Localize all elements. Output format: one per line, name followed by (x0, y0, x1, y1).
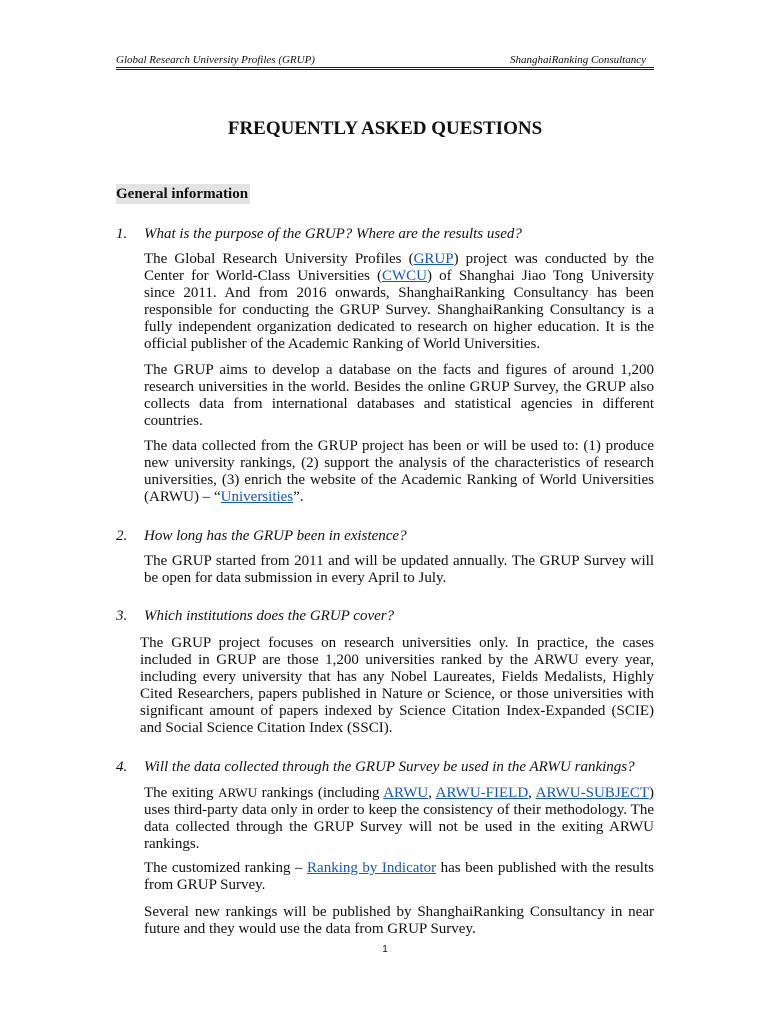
text-run: The data collected from the GRUP project has been or will be used to: (1) produce new university rankings, (2) support the analysis of the characteristics of research universities, (3) enrich the website of the Academic Ranking of World Universities (ARWU) – “ (144, 438, 654, 505)
answer-paragraph: The GRUP project focuses on research universities only. In practice, the cases included in GRUP are those 1,200 universities ranked by the ARWU every year, including every university that has any Nobel Laureates, Fields Medalists, Highly Cited Researchers, papers published in Nature or Science, or those universities with significant amount of papers indexed by Science Citation Index-Expanded (SCIE) and Social Science Citation Index (SSCI). (140, 635, 654, 736)
answer-paragraph: The GRUP aims to develop a database on the facts and figures of around 1,200 research universities in the world. Besides the online GRUP Survey, the GRUP also collects data from international databases and statistical agencies in different countries. (144, 362, 654, 429)
page-title: FREQUENTLY ASKED QUESTIONS (227, 118, 543, 139)
ranking-by-indicator-link[interactable]: Ranking by Indicator (307, 860, 437, 876)
answer-paragraph: Several new rankings will be published by ShanghaiRanking Consultancy in near future and they would use the data from GRUP Survey. (144, 904, 654, 937)
question-number: 2. (116, 528, 128, 544)
arwu-subject-link[interactable]: ARWU-SUBJECT (535, 785, 649, 801)
header-left: Global Research University Profiles (GRUP) (116, 54, 315, 66)
universities-link[interactable]: Universities (220, 489, 294, 505)
text-run: ) of Shanghai Jiao Tong University since 2011. And from 2016 onwards, ShanghaiRanking Consultancy has been responsible for conducting the GRUP Survey. ShanghaiRanking Consultancy is a fully independent organization dedicated to research on higher education. It is the official publisher of the Academic Ranking of World Universities. (144, 268, 654, 352)
text-run: ) project was conducted by the Center for World-Class Universities ( (144, 251, 654, 284)
text-run: ) uses third-party data only in order to keep the consistency of their methodology. The data collected through the GRUP Survey will not be used in the exiting ARWU rankings. (144, 785, 654, 852)
header-rule-double (116, 69, 654, 70)
text-run: The exiting (144, 785, 219, 801)
question-text: How long has the GRUP been in existence? (144, 528, 407, 544)
question-number: 3. (116, 608, 128, 624)
text-run: has been published with the results from GRUP Survey. (144, 860, 654, 893)
text-run: , (528, 785, 536, 801)
question-number: 1. (116, 226, 128, 242)
arwu-link[interactable]: ARWU (383, 785, 429, 801)
text-run: The Global Research University Profiles ( (144, 251, 414, 267)
text-run: The customized ranking – (144, 860, 308, 876)
question-text: Will the data collected through the GRUP Survey be used in the ARWU rankings? (144, 759, 635, 775)
cwcu-link[interactable]: CWCU (382, 268, 427, 284)
text-run: , (428, 785, 436, 801)
answer-paragraph (144, 784, 654, 853)
answer-paragraph (144, 860, 654, 894)
running-header (116, 53, 654, 67)
text-run: ”. (293, 489, 304, 505)
arwu-field-link[interactable]: ARWU-FIELD (435, 785, 529, 801)
header-right: ShanghaiRanking Consultancy (510, 54, 646, 66)
answer-paragraph: The GRUP started from 2011 and will be updated annually. The GRUP Survey will be open for data submission in every April to July. (144, 553, 654, 586)
question-text: Which institutions does the GRUP cover? (144, 608, 395, 624)
question-text: What is the purpose of the GRUP? Where are the results used? (144, 226, 522, 242)
header-rule (116, 67, 654, 68)
question-number: 4. (116, 759, 128, 775)
text-run: rankings (including (257, 785, 384, 801)
text-run: ARWU (218, 785, 258, 800)
page-number: 1 (382, 944, 388, 955)
section-heading: General information (116, 186, 249, 202)
grup-link[interactable]: GRUP (413, 251, 454, 267)
answer-paragraph (144, 251, 654, 353)
answer-paragraph (144, 438, 654, 506)
